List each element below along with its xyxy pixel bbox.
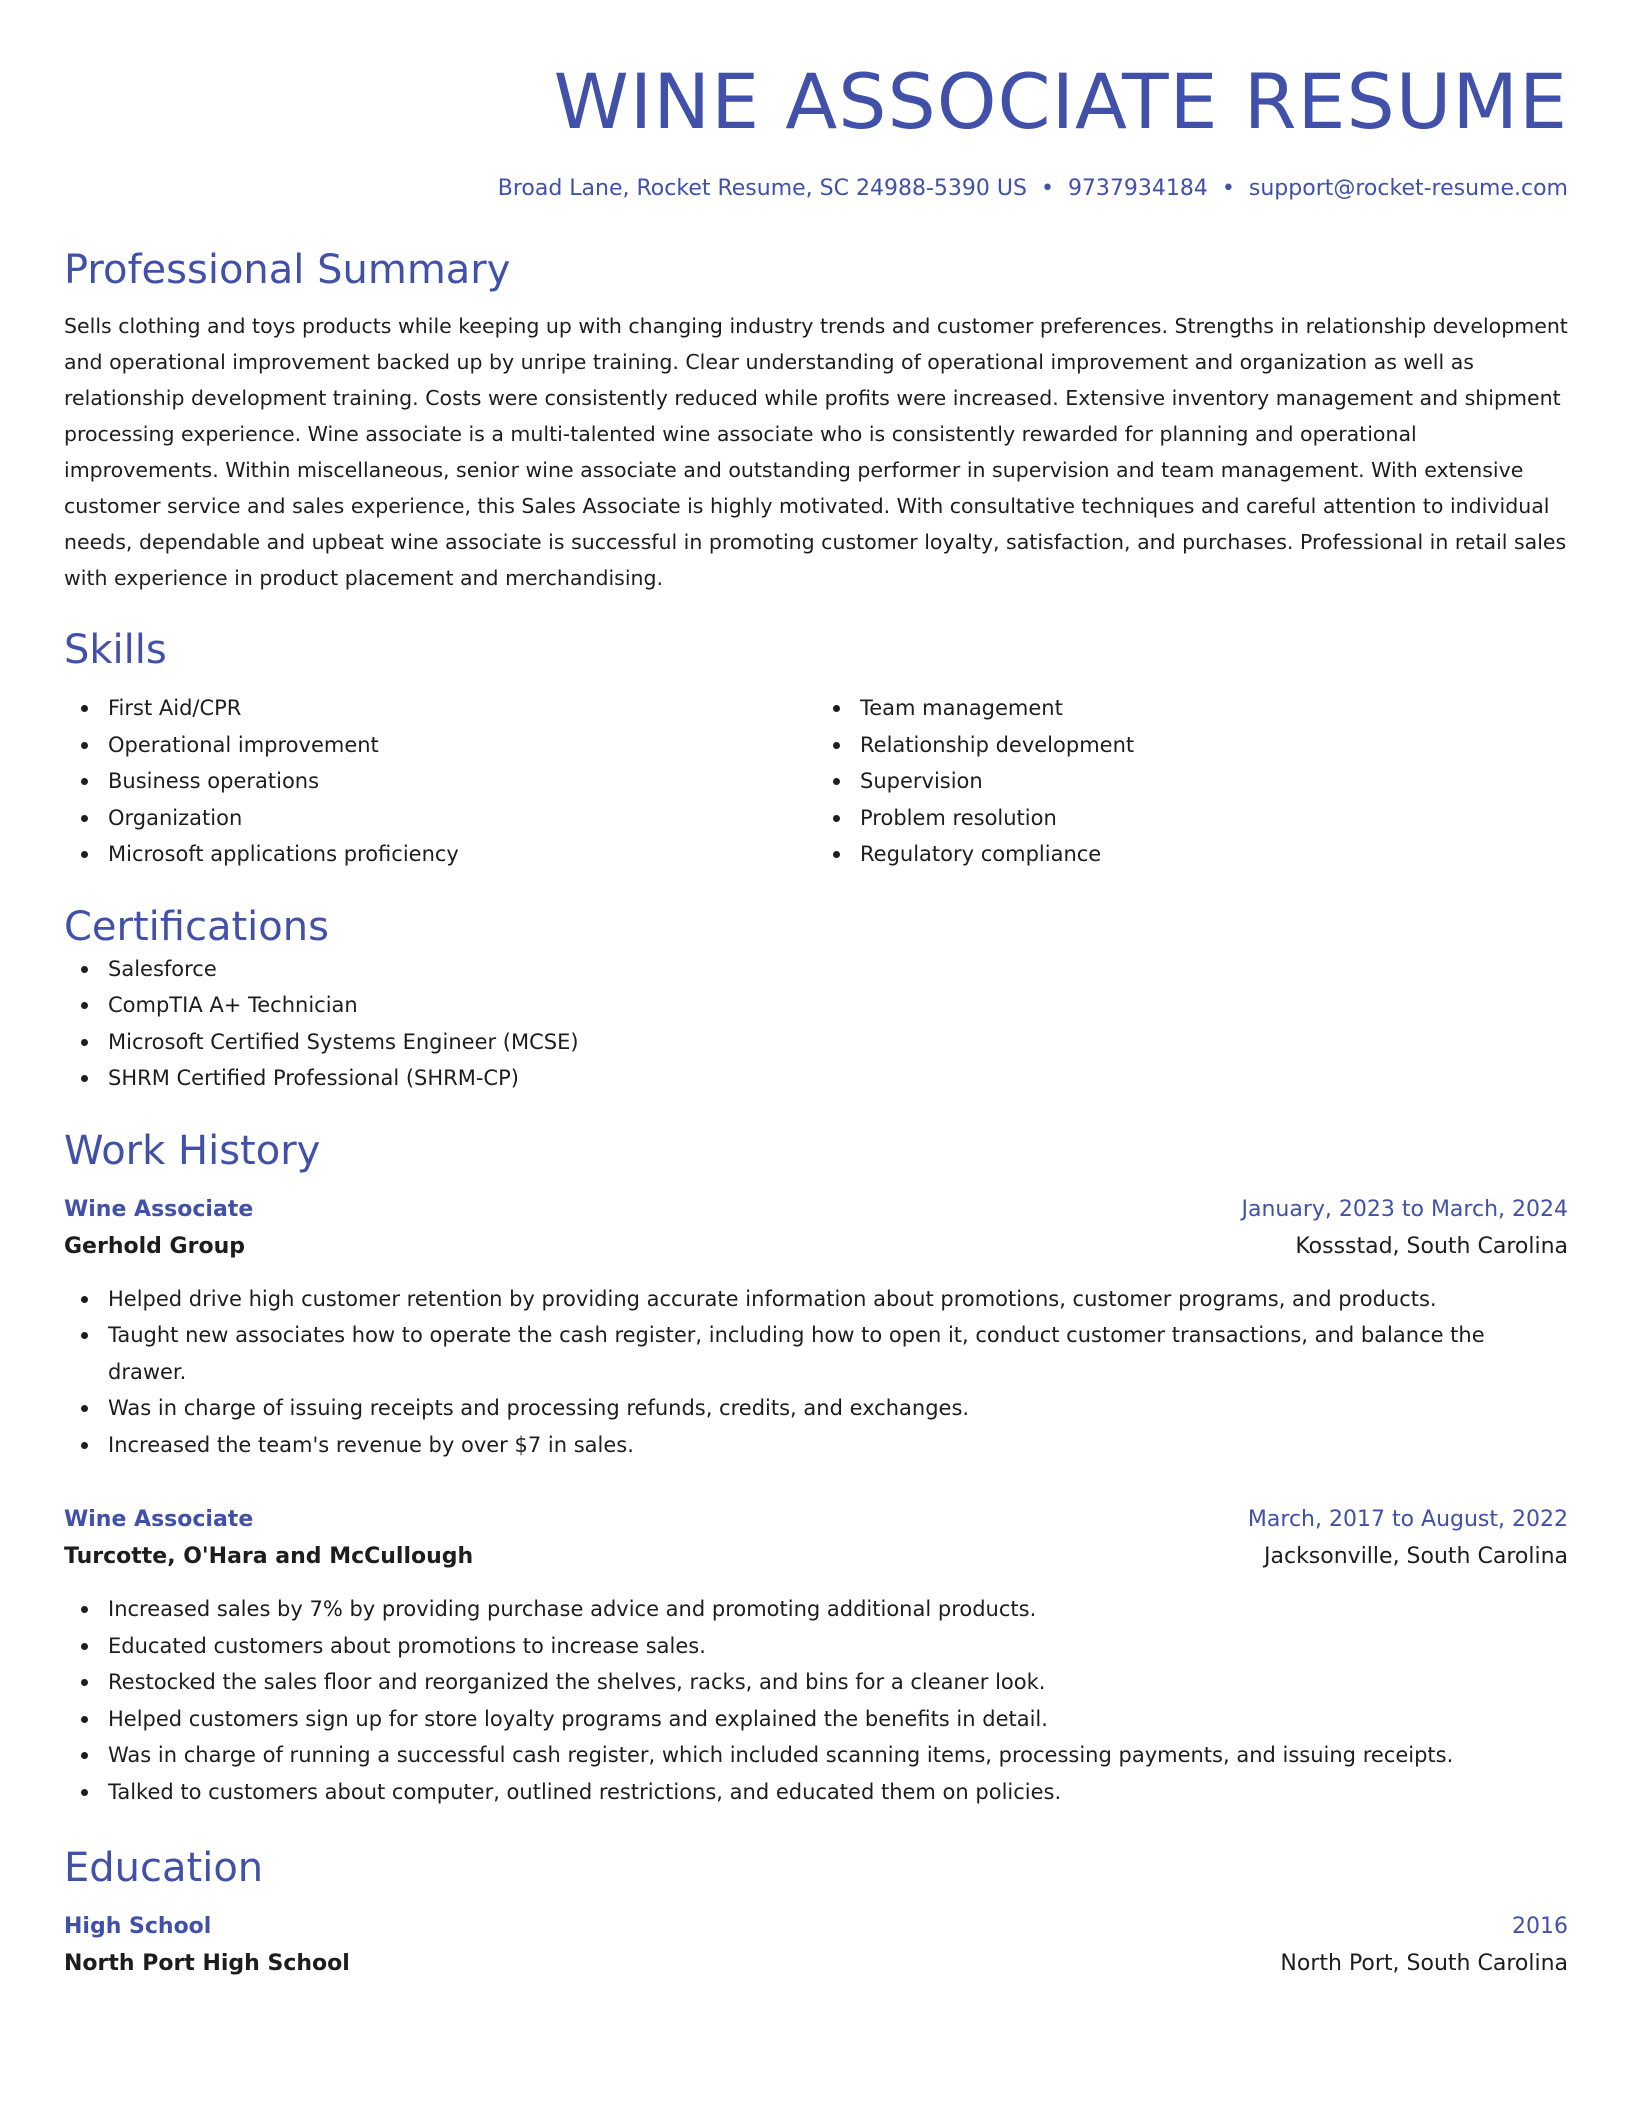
job-company: Gerhold Group	[64, 1233, 245, 1259]
education-school-row	[64, 1944, 1568, 1984]
skill-item: First Aid/CPR	[108, 690, 816, 727]
certifications-list	[64, 951, 1568, 1097]
skills-columns	[64, 690, 1568, 873]
job-duty-item: Increased sales by 7% by providing purchase advice and promoting additional products.	[108, 1591, 1568, 1628]
resume-header	[64, 52, 1568, 204]
job-company-row	[64, 1537, 1568, 1577]
education-entry	[64, 1910, 1568, 1984]
job-duty-item: Restocked the sales floor and reorganized the shelves, racks, and bins for a cleaner look.	[108, 1664, 1568, 1701]
education-heading: Education	[64, 1845, 264, 1891]
education-degree: High School	[64, 1914, 212, 1939]
education-year: 2016	[1512, 1914, 1568, 1939]
job-duty-item: Was in charge of issuing receipts and processing refunds, credits, and exchanges.	[108, 1390, 1568, 1427]
work-history-heading: Work History	[64, 1127, 321, 1174]
skill-item: Team management	[860, 690, 1568, 727]
job-entry	[64, 1193, 1568, 1464]
contact-address: Broad Lane, Rocket Resume, SC 24988-5390 US	[497, 176, 1027, 201]
skills-list-right	[816, 690, 1568, 873]
job-duties-list	[64, 1591, 1568, 1810]
job-entry	[64, 1503, 1568, 1810]
job-duty-item: Helped customers sign up for store loyalty programs and explained the benefits in detail.	[108, 1701, 1568, 1738]
summary-text: Sells clothing and toys products while keeping up with changing industry trends and customer preferences. Strengths in relationship development and operational improvement backed up by unripe training. Clear understanding of operational improvement and organization as well as relationship development training. Costs were consistently reduced while profits were increased. Extensive inventory management and shipment processing experience. Wine associate is a multi-talented wine associate who is consistently rewarded for planning and operational improvements. Within miscellaneous, senior wine associate and outstanding performer in supervision and team management. With extensive customer service and sales experience, this Sales Associate is highly motivated. With consultative techniques and careful attention to individual needs, dependable and upbeat wine associate is successful in promoting customer loyalty, satisfaction, and purchases. Professional in retail sales with experience in product placement and merchandising.	[64, 314, 1568, 590]
certifications-heading: Certifications	[64, 903, 329, 950]
education-location: North Port, South Carolina	[1280, 1951, 1568, 1976]
skill-item: Operational improvement	[108, 727, 816, 764]
skill-item: Regulatory compliance	[860, 836, 1568, 873]
contact-line	[64, 174, 1568, 204]
resume-name: WINE ASSOCIATE RESUME	[553, 57, 1568, 146]
job-location: Jacksonville, South Carolina	[1264, 1544, 1568, 1569]
education-school: North Port High School	[64, 1951, 350, 1976]
contact-separator: •	[1221, 176, 1235, 201]
job-title-row	[64, 1193, 1568, 1227]
skill-item: Organization	[108, 800, 816, 837]
job-company-row	[64, 1227, 1568, 1267]
job-duty-item: Talked to customers about computer, outlined restrictions, and educated them on policies.	[108, 1774, 1568, 1811]
job-title: Wine Associate	[64, 1196, 254, 1222]
job-duty-item: Increased the team's revenue by over $7 in sales.	[108, 1427, 1568, 1464]
job-duty-item: Educated customers about promotions to increase sales.	[108, 1628, 1568, 1665]
job-title: Wine Associate	[64, 1507, 254, 1532]
job-company: Turcotte, O'Hara and McCullough	[64, 1544, 474, 1569]
skill-item: Problem resolution	[860, 800, 1568, 837]
skills-list-left	[64, 690, 816, 873]
contact-email: support@rocket-resume.com	[1248, 176, 1568, 201]
certification-item: Salesforce	[108, 951, 1568, 988]
job-duty-item: Helped drive high customer retention by providing accurate information about promotions, customer programs, and products.	[108, 1281, 1568, 1318]
certification-item: CompTIA A+ Technician	[108, 987, 1568, 1024]
skill-item: Microsoft applications proficiency	[108, 836, 816, 873]
contact-separator: •	[1040, 176, 1054, 201]
job-dates: January, 2023 to March, 2024	[1241, 1196, 1568, 1222]
skill-item: Supervision	[860, 763, 1568, 800]
summary-heading: Professional Summary	[64, 247, 511, 293]
certification-item: Microsoft Certified Systems Engineer (MCSE)	[108, 1024, 1568, 1061]
skills-heading: Skills	[64, 627, 167, 673]
skill-item: Relationship development	[860, 727, 1568, 764]
job-duty-item: Taught new associates how to operate the cash register, including how to open it, conduct customer transactions, and balance the drawer.	[108, 1317, 1568, 1390]
job-location: Kossstad, South Carolina	[1295, 1233, 1568, 1259]
contact-phone: 9737934184	[1067, 176, 1208, 201]
certification-item: SHRM Certified Professional (SHRM-CP)	[108, 1060, 1568, 1097]
education-degree-row	[64, 1910, 1568, 1944]
job-duty-item: Was in charge of running a successful cash register, which included scanning items, processing payments, and issuing receipts.	[108, 1737, 1568, 1774]
job-title-row	[64, 1503, 1568, 1537]
skill-item: Business operations	[108, 763, 816, 800]
job-dates: March, 2017 to August, 2022	[1247, 1507, 1568, 1532]
job-duties-list	[64, 1281, 1568, 1464]
